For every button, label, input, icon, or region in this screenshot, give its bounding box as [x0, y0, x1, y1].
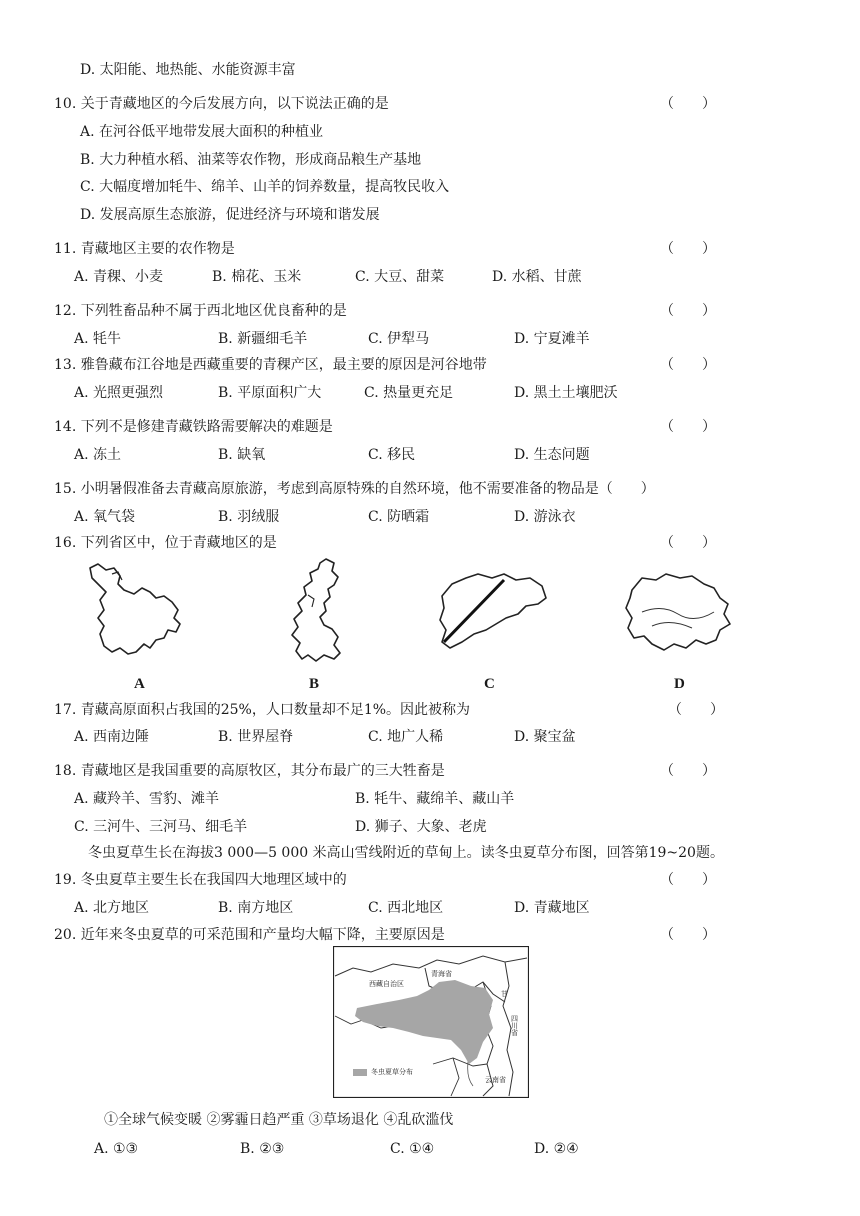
q15-stem: 15. 小明暑假准备去青藏高原旅游，考虑到高原特殊的自然环境，他不需要准备的物品是（ ） — [54, 481, 655, 497]
q11-option-d[interactable]: D. 水稻、甘蔗 — [492, 269, 582, 285]
q12-stem: 12. 下列牲畜品种不属于西北地区优良畜种的是 — [54, 303, 347, 319]
q16-answer-blank[interactable]: （ ） — [660, 535, 716, 551]
q10-option-b[interactable]: B. 大力种植水稻、油菜等农作物，形成商品粮生产基地 — [80, 152, 422, 168]
q15-option-b[interactable]: B. 羽绒服 — [218, 509, 280, 525]
q16-stem: 16. 下列省区中，位于青藏地区的是 — [54, 535, 277, 551]
q18-stem: 18. 青藏地区是我国重要的高原牧区，其分布最广的三大牲畜是 — [54, 763, 445, 779]
map-label-gansu: 甘 — [501, 990, 508, 998]
q10-answer-blank[interactable]: （ ） — [660, 96, 716, 112]
q11-answer-blank[interactable]: （ ） — [660, 241, 716, 257]
q12-option-c[interactable]: C. 伊犁马 — [368, 331, 430, 347]
province-label-d: D — [674, 676, 685, 692]
material-intro: 冬虫夏草生长在海拔3 000—5 000 米高山雪线附近的草甸上。读冬虫夏草分布图，回答第19~20题。 — [88, 845, 724, 861]
q10-option-a[interactable]: A. 在河谷低平地带发展大面积的种植业 — [80, 124, 324, 140]
q18-option-a[interactable]: A. 藏羚羊、雪豹、滩羊 — [74, 791, 220, 807]
q19-option-a[interactable]: A. 北方地区 — [74, 900, 150, 916]
q14-answer-blank[interactable]: （ ） — [660, 419, 716, 435]
q20-stem: 20. 近年来冬虫夏草的可采范围和产量均大幅下降，主要原因是 — [54, 927, 445, 943]
q14-option-d[interactable]: D. 生态问题 — [514, 447, 590, 463]
q20-statements: ①全球气候变暖 ②雾霾日趋严重 ③草场退化 ④乱砍滥伐 — [104, 1112, 454, 1128]
q18-option-b[interactable]: B. 牦牛、藏绵羊、藏山羊 — [355, 791, 515, 807]
province-outline-b[interactable] — [282, 555, 352, 667]
map-label-qinghai: 青海省 — [431, 970, 452, 978]
legend-swatch — [353, 1069, 367, 1076]
q10-option-c[interactable]: C. 大幅度增加牦牛、绵羊、山羊的饲养数量，提高牧民收入 — [80, 179, 450, 195]
map-label-yunnan: 云南省 — [485, 1076, 506, 1084]
q15-option-c[interactable]: C. 防晒霜 — [368, 509, 430, 525]
q13-option-a[interactable]: A. 光照更强烈 — [74, 385, 164, 401]
q14-option-c[interactable]: C. 移民 — [368, 447, 416, 463]
q10-stem: 10. 关于青藏地区的今后发展方向，以下说法正确的是 — [54, 96, 389, 112]
q11-stem: 11. 青藏地区主要的农作物是 — [54, 241, 235, 257]
q19-option-b[interactable]: B. 南方地区 — [218, 900, 294, 916]
q11-option-b[interactable]: B. 棉花、玉米 — [212, 269, 302, 285]
map-label-sichuan: 四川省 — [511, 1015, 518, 1037]
cordyceps-distribution-map — [333, 946, 529, 1098]
map-label-tibet: 西藏自治区 — [369, 980, 404, 988]
q12-option-b[interactable]: B. 新疆细毛羊 — [218, 331, 308, 347]
q10-option-d[interactable]: D. 发展高原生态旅游，促进经济与环境和谐发展 — [80, 207, 380, 223]
q13-option-c[interactable]: C. 热量更充足 — [364, 385, 454, 401]
province-label-a: A — [134, 676, 145, 692]
q20-option-a[interactable]: A. ①③ — [94, 1141, 139, 1157]
q19-option-c[interactable]: C. 西北地区 — [368, 900, 444, 916]
q18-option-c[interactable]: C. 三河牛、三河马、细毛羊 — [74, 819, 248, 835]
q20-answer-blank[interactable]: （ ） — [660, 927, 716, 943]
q17-answer-blank[interactable]: （ ） — [668, 702, 724, 718]
q15-option-d[interactable]: D. 游泳衣 — [514, 509, 576, 525]
q15-option-a[interactable]: A. 氧气袋 — [74, 509, 136, 525]
q13-answer-blank[interactable]: （ ） — [660, 357, 716, 373]
map-legend-label: 冬虫夏草分布 — [371, 1068, 413, 1076]
q18-answer-blank[interactable]: （ ） — [660, 763, 716, 779]
q11-option-c[interactable]: C. 大豆、甜菜 — [355, 269, 445, 285]
q17-option-b[interactable]: B. 世界屋脊 — [218, 729, 294, 745]
q20-option-d[interactable]: D. ②④ — [534, 1141, 579, 1157]
q18-option-d[interactable]: D. 狮子、大象、老虎 — [355, 819, 487, 835]
q14-stem: 14. 下列不是修建青藏铁路需要解决的难题是 — [54, 419, 333, 435]
q19-stem: 19. 冬虫夏草主要生长在我国四大地理区域中的 — [54, 872, 347, 888]
q17-option-a[interactable]: A. 西南边陲 — [74, 729, 150, 745]
q13-option-d[interactable]: D. 黑土土壤肥沃 — [514, 385, 618, 401]
q13-stem: 13. 雅鲁藏布江谷地是西藏重要的青稞产区，最主要的原因是河谷地带 — [54, 357, 487, 373]
q19-answer-blank[interactable]: （ ） — [660, 872, 716, 888]
q19-option-d[interactable]: D. 青藏地区 — [514, 900, 590, 916]
q14-option-a[interactable]: A. 冻土 — [74, 447, 122, 463]
q20-option-b[interactable]: B. ②③ — [240, 1141, 285, 1157]
q20-option-c[interactable]: C. ①④ — [390, 1141, 435, 1157]
province-outline-a[interactable] — [84, 560, 194, 665]
province-outline-d[interactable] — [622, 568, 734, 656]
q12-option-a[interactable]: A. 牦牛 — [74, 331, 122, 347]
q14-option-b[interactable]: B. 缺氧 — [218, 447, 266, 463]
province-outline-c[interactable] — [434, 568, 554, 654]
q17-stem: 17. 青藏高原面积占我国的25%，人口数量却不足1%。因此被称为 — [54, 702, 471, 718]
q12-option-d[interactable]: D. 宁夏滩羊 — [514, 331, 590, 347]
province-label-b: B — [309, 676, 320, 692]
province-label-c: C — [484, 676, 495, 692]
q13-option-b[interactable]: B. 平原面积广大 — [218, 385, 322, 401]
q17-option-d[interactable]: D. 聚宝盆 — [514, 729, 576, 745]
q17-option-c[interactable]: C. 地广人稀 — [368, 729, 444, 745]
q11-option-a[interactable]: A. 青稞、小麦 — [74, 269, 164, 285]
q9-option-d: D. 太阳能、地热能、水能资源丰富 — [80, 62, 296, 78]
q12-answer-blank[interactable]: （ ） — [660, 303, 716, 319]
